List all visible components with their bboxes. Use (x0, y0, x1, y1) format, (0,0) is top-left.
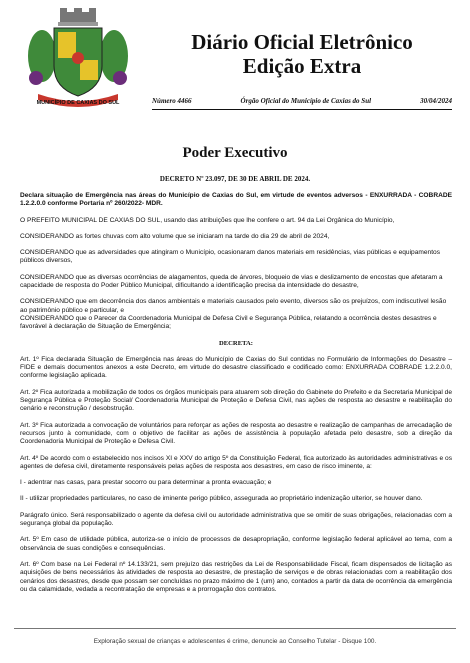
official-organ: Órgão Oficial do Município de Caxias do Sul (240, 97, 372, 105)
section-title: Poder Executivo (182, 145, 288, 161)
edition-number: Número 4466 (152, 97, 192, 105)
title-line-1: Diário Oficial Eletrônico (191, 30, 413, 54)
article-3: Art. 3º Fica autorizada a convocação de voluntários para reforçar as ações de resposta ao desastre e realização de campanhas de arrecadação de recursos junto à comunidade, com o objetivo de facilitar as ações de assistência à população afetada pelo desastre, sob a direção da Coordenadoria Municipal de Proteção e Defesa Civil. (20, 421, 452, 446)
municipal-coat-of-arms-icon (24, 8, 132, 108)
edition-info-bar (152, 97, 452, 105)
decreta-heading: DECRETA: (219, 339, 253, 347)
edition-date: 30/04/2024 (420, 97, 452, 105)
considerando-1: CONSIDERANDO as fortes chuvas com alto volume que se iniciaram na tarde do dia 29 de abril de 2024, (20, 232, 330, 240)
footer-divider (14, 628, 456, 629)
inciso-1: I - adentrar nas casas, para prestar socorro ou para determinar a pronta evacuação; e (20, 479, 272, 487)
considerando-4: CONSIDERANDO que em decorrência dos danos ambientais e materiais causados pelo evento, diversos são os prejuízos, com indiscutível lesão ao patrimônio público e particular, e (20, 298, 447, 314)
article-5: Art. 5º Em caso de utilidade pública, autoriza-se o início de processos de desapropriação, conforme legislação federal aplicável ao tema, com a observância de suas condições e consequências. (20, 536, 452, 552)
title-line-2: Edição Extra (242, 54, 362, 78)
header-divider (152, 109, 452, 110)
preamble: O PREFEITO MUNICIPAL DE CAXIAS DO SUL, usando das atribuições que lhe confere o art. 94 da Lei Orgânica do Município, (20, 216, 395, 224)
journal-title (152, 30, 452, 78)
article-2: Art. 2º Fica autorizada a mobilização de todos os órgãos municipais para atuarem sob direção do Gabinete do Prefeito e da Secretaria Municipal de Segurança Pública e Proteção Social/ Coordenadoria Municipal de Proteção e Defesa Civil, nas ações de resposta ao desastre e reabilitação do cenário e reconstrução / desobstrução. (20, 388, 452, 413)
article-4: Art. 4º De acordo com o estabelecido nos incisos XI e XXV do artigo 5º da Constituição Federal, fica autorizado às autoridades administrativas e os agentes de defesa civil, diretamente responsáveis pelas ações de resposta aos desastres, em caso de risco iminente, a: (20, 454, 452, 470)
considerando-2: CONSIDERANDO que as adversidades que atingiram o Município, ocasionaram danos materiais em residências, vias públicas e equipamentos públicos diversos, (20, 249, 441, 265)
footer-notice: Exploração sexual de crianças e adolescentes é crime, denuncie ao Conselho Tutelar - Disque 100. (93, 638, 377, 645)
decree-body (20, 192, 452, 602)
considerando-3: CONSIDERANDO que as diversas ocorrências de alagamentos, queda de árvores, bloqueio de vias e deslizamento de encostas que afetaram a capacidade de resposta do Poder Público Municipal, dificultando a identificação precisa da intensidade do desastre, (20, 273, 443, 290)
decree-summary: Declara situação de Emergência nas áreas do Município de Caxias do Sul, em virtude de eventos adversos - ENXURRADA - COBRADE 1.2.2.0.0 conforme Portaria nº 260/2022- MDR. (20, 192, 452, 208)
article-6: Art. 6º Com base na Lei Federal nº 14.133/21, sem prejuízo das restrições da Lei de Responsabilidade Fiscal, ficam dispensados de licitação as aquisições de bens necessários às atividades de resposta ao desastre, de prestação de serviços e de obras relacionadas com a reabilitação dos cenários dos desastres, desde que possam ser concluídas no prazo máximo de 1 (um) ano, contados a partir da data de ocorrência da emergência ou da calamidade, vedada a recontratação de empresas e a prorrogação dos contratos. (20, 560, 452, 593)
considerando-5: CONSIDERANDO que o Parecer da Coordenadoria Municipal de Defesa Civil e Segurança Pública, relatando a ocorrência destes desastres e favorável à declaração de Situação de Emergência; (20, 314, 437, 331)
decree-number: DECRETO Nº 23.097, DE 30 DE ABRIL DE 2024. (159, 175, 311, 183)
inciso-2: II - utilizar propriedades particulares, no caso de iminente perigo público, assegurada ao proprietário indenização ulterior, se houver dano. (20, 495, 423, 503)
logo-caption: MUNICÍPIO DE CAXIAS DO SUL (36, 100, 120, 106)
article-1: Art. 1º Fica declarada Situação de Emergência nas áreas do Município de Caxias do Sul contidas no Formulário de Informações do Desastre – FIDE e demais documentos anexos a este Decreto, em virtude do desastre classificado e codificado como: ENXURRADA COBRADE 1.2.2.0.0, conforme legislação aplicada. (20, 355, 452, 380)
paragrafo-unico: Parágrafo único. Será responsabilizado o agente da defesa civil ou autoridade administrativa que se omitir de suas obrigações, relacionadas com a segurança global da população. (20, 511, 452, 528)
